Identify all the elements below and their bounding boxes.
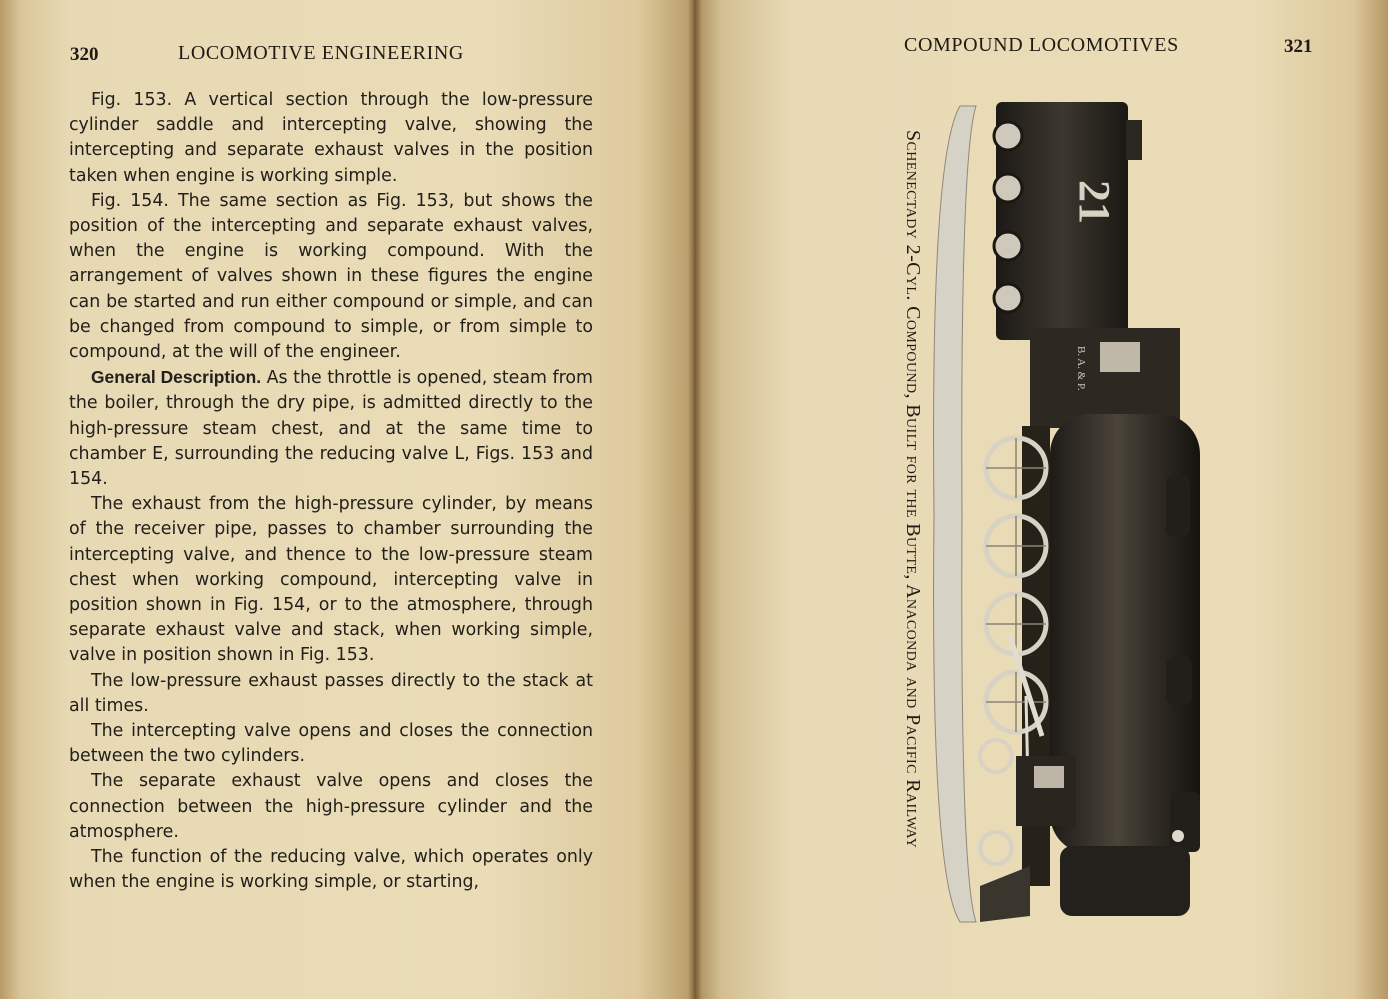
paragraph-heading: General Description. [91, 367, 262, 388]
figure-caption-text: Schenectady 2-Cyl. Compound, Built for the Butte, Anaconda and Pacific Railway [902, 130, 924, 849]
body-paragraph [69, 669, 593, 719]
engine-number: 21 [1070, 180, 1119, 224]
paragraph-text: The intercepting valve opens and closes the connection between the two cylinders. [69, 721, 593, 767]
body-paragraph [69, 88, 593, 189]
paragraph-text: Fig. 153. A vertical section through the low-pressure cylinder saddle and intercepting valve, showing the intercepting and separate exhaust valves in the position taken when engine is working simple. [69, 90, 593, 186]
body-paragraph [69, 492, 593, 668]
right-page-number: 321 [1284, 36, 1313, 57]
paragraph-text: The exhaust from the high-pressure cylinder, by means of the receiver pipe, passes to chamber surrounding the intercepting valve, and thence to the low-pressure steam chest when working compound, intercepting valve in position shown in Fig. 154, or to the atmosphere, through separate exhaust valve and stack, when working simple, valve in position shown in Fig. 153. [69, 494, 593, 666]
paragraph-text: Fig. 154. The same section as Fig. 153, but shows the position of the intercepting and separate exhaust valves, when the engine is working compound. With the arrangement of valves shown in these figures the engine can be started and run either compound or simple, and can be changed from compound to simple, or from simple to compound, at the will of the engineer. [69, 190, 593, 363]
book-gutter [688, 0, 702, 999]
body-paragraph [69, 845, 593, 895]
paragraph-text: The separate exhaust valve opens and closes the connection between the high-pressure cylinder and the atmosphere. [69, 771, 593, 842]
paragraph-text: As the throttle is opened, steam from the boiler, through the dry pipe, is admitted directly to the high-pressure steam chest, and at the same time to chamber E, surrounding the reducing valve L, Figs. 153 and 154. [69, 368, 593, 490]
body-paragraph [69, 365, 593, 492]
right-running-head: COMPOUND LOCOMOTIVES [904, 34, 1179, 56]
body-paragraph [69, 769, 593, 845]
body-paragraph [69, 719, 593, 769]
locomotive-illustration [930, 96, 1210, 928]
left-running-head: LOCOMOTIVE ENGINEERING [178, 42, 464, 64]
left-page-number: 320 [70, 44, 99, 65]
tender-lettering: B. A. & P. [1075, 346, 1087, 391]
figure-caption [902, 130, 924, 910]
body-paragraph [69, 189, 593, 365]
paragraph-text: The low-pressure exhaust passes directly to the stack at all times. [69, 670, 593, 716]
paragraph-text: The function of the reducing valve, which operates only when the engine is working simple, or starting, [69, 847, 593, 893]
body-text [69, 88, 593, 896]
